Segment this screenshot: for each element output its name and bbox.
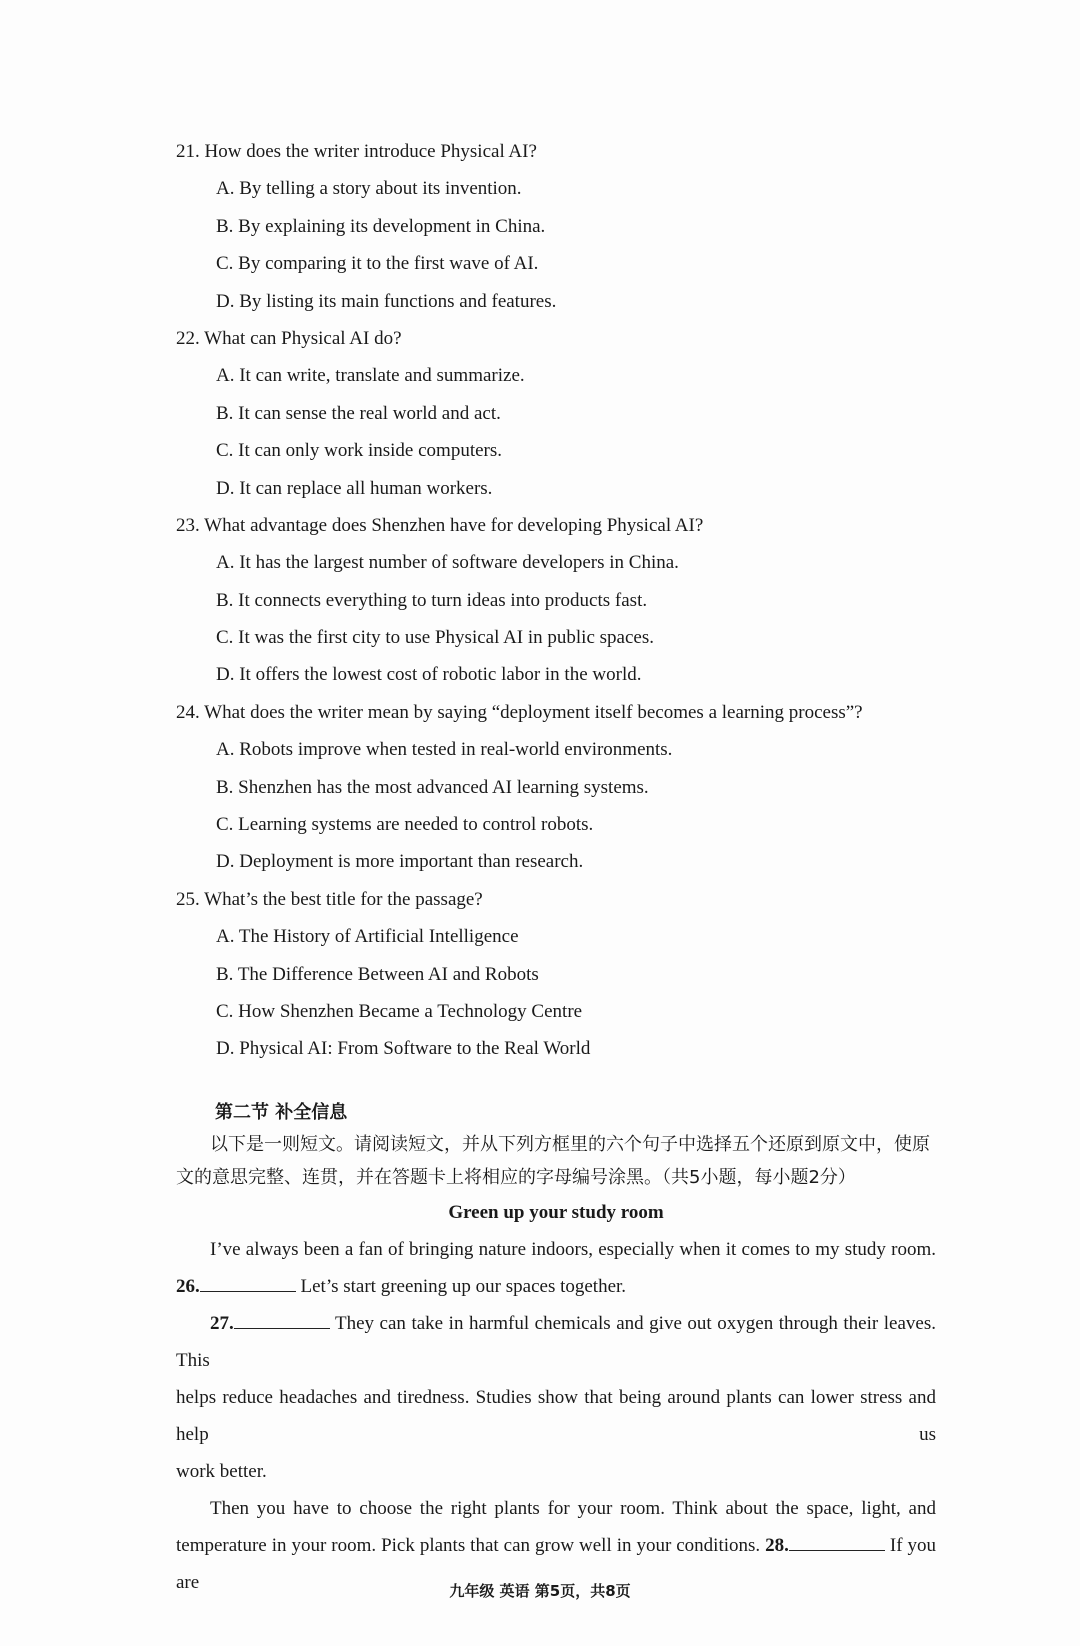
question-number: 24. <box>176 701 200 723</box>
option: A. It has the largest number of software developers in China. <box>216 552 679 574</box>
option: A. Robots improve when tested in real-world environments. <box>216 739 673 761</box>
passage-paragraph-2-line3: work better. <box>176 1461 267 1482</box>
section-two <box>176 1098 936 1601</box>
option: D. It offers the lowest cost of robotic labor in the world. <box>216 664 642 686</box>
paragraph-text: Then you have to choose the right plants for your room. Think about the space, light, and <box>210 1498 936 1519</box>
answer-blank-28[interactable] <box>789 1532 885 1551</box>
answer-blank-27[interactable] <box>234 1310 330 1329</box>
blank-number-26: 26. <box>176 1276 200 1297</box>
paragraph-text: Let’s start greening up our spaces together. <box>300 1276 627 1297</box>
question-text: What’s the best title for the passage? <box>204 888 483 910</box>
option: B. By explaining its development in China. <box>216 215 546 237</box>
paragraph-text: They can take in harmful chemicals and give out oxygen through their leaves. This <box>176 1313 936 1371</box>
question-22 <box>176 320 956 357</box>
question-number: 23. <box>176 514 200 536</box>
paragraph-text: temperature in your room. Pick plants that can grow well in your conditions. <box>176 1535 761 1556</box>
option: C. It was the first city to use Physical AI in public spaces. <box>216 627 654 649</box>
option: B. The Difference Between AI and Robots <box>216 963 539 985</box>
option: C. How Shenzhen Became a Technology Centre <box>216 1000 583 1022</box>
question-24 <box>176 694 956 731</box>
option: D. By listing its main functions and features. <box>216 290 557 312</box>
option: C. It can only work inside computers. <box>216 440 503 462</box>
question-23 <box>176 507 956 544</box>
option: D. Physical AI: From Software to the Real World <box>216 1038 591 1060</box>
option: B. Shenzhen has the most advanced AI learning systems. <box>216 776 649 798</box>
question-number: 22. <box>176 327 200 349</box>
option: B. It connects everything to turn ideas into products fast. <box>216 589 648 611</box>
section-title: 第二节 补全信息 <box>215 1102 348 1123</box>
option: A. The History of Artificial Intelligence <box>216 926 519 948</box>
blank-number-27: 27. <box>210 1313 234 1334</box>
instruction-line-1: 以下是一则短文。请阅读短文，并从下列方框里的六个句子中选择五个还原到原文中，使原 <box>210 1134 930 1155</box>
answer-blank-26[interactable] <box>200 1273 296 1292</box>
section-instructions <box>176 1128 936 1194</box>
question-number: 25. <box>176 888 200 910</box>
passage-paragraph-3 <box>176 1490 936 1527</box>
paragraph-text: If you are <box>176 1535 937 1593</box>
passage-title: Green up your study room <box>448 1202 664 1223</box>
question-text: What does the writer mean by saying “deployment itself becomes a learning process”? <box>204 701 863 723</box>
instruction-line-2: 文的意思完整、连贯，并在答题卡上将相应的字母编号涂黑。（共5小题，每小题2分） <box>176 1167 856 1188</box>
option: D. Deployment is more important than research. <box>216 851 584 873</box>
option: C. By comparing it to the first wave of AI. <box>216 253 539 275</box>
passage-paragraph-2-line2: helps reduce headaches and tiredness. Studies show that being around plants can lower stress and help us <box>176 1387 936 1445</box>
paragraph-text: I’ve always been a fan of bringing nature indoors, especially when it comes to my study room. <box>210 1239 936 1260</box>
passage-paragraph-2 <box>176 1305 936 1379</box>
question-text: What can Physical AI do? <box>204 327 402 349</box>
option: C. Learning systems are needed to control robots. <box>216 814 594 836</box>
question-number: 21. <box>176 141 200 162</box>
multiple-choice-questions <box>176 133 956 1068</box>
option: A. It can write, translate and summarize. <box>216 365 525 387</box>
blank-number-28: 28. <box>765 1535 789 1556</box>
passage-paragraph-1 <box>176 1231 936 1268</box>
question-text: How does the writer introduce Physical AI? <box>204 141 537 162</box>
page-footer: 九年级 英语 第5页，共8页 <box>449 1582 631 1600</box>
option: A. By telling a story about its invention. <box>216 178 522 200</box>
passage-paragraph-1b <box>176 1268 936 1305</box>
option: D. It can replace all human workers. <box>216 477 493 499</box>
question-21 <box>176 133 956 170</box>
question-text: What advantage does Shenzhen have for developing Physical AI? <box>204 514 704 536</box>
question-25 <box>176 881 956 918</box>
option: B. It can sense the real world and act. <box>216 402 501 424</box>
